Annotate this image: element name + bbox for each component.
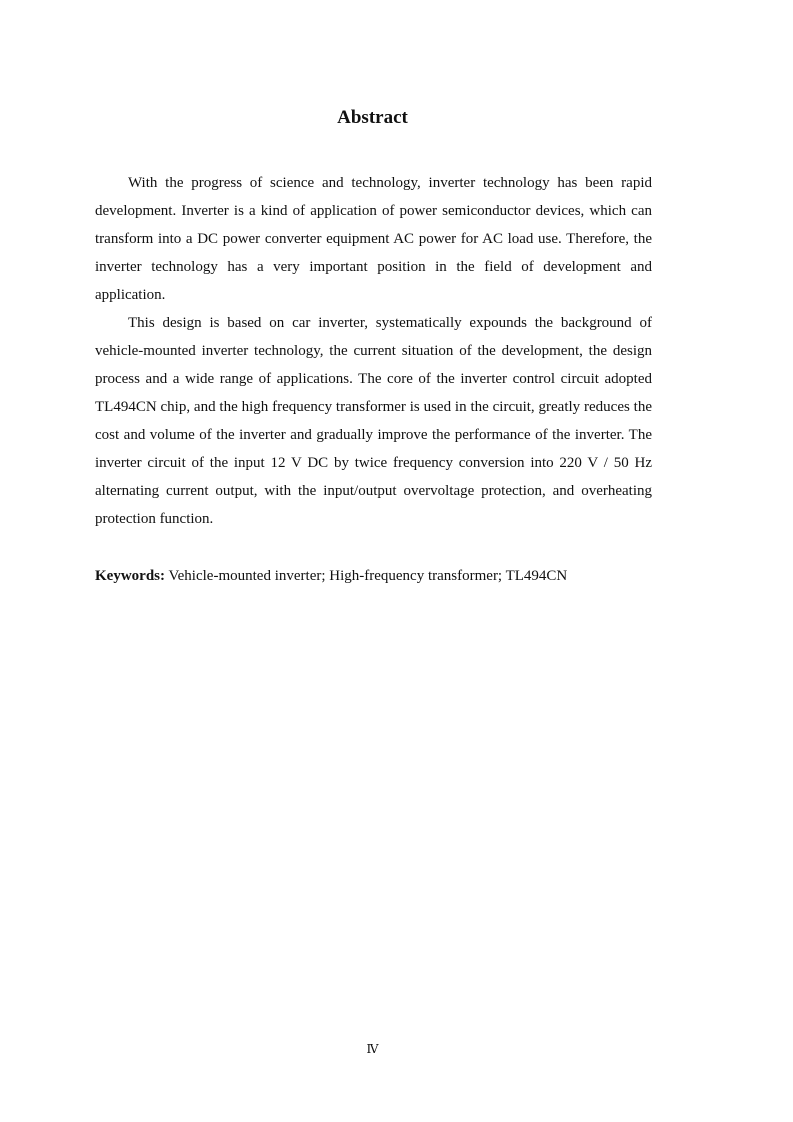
abstract-body xyxy=(95,169,652,533)
abstract-paragraph-1: With the progress of science and technology, inverter technology has been rapid development. Inverter is a kind of application of power semiconductor devices, which can transform into a DC power converter equipment AC power for AC load use. Therefore, the inverter technology has a very important position in the field of development and application. xyxy=(95,175,652,303)
abstract-paragraph-2: This design is based on car inverter, systematically expounds the background of vehicle-mounted inverter technology, the current situation of the development, the design process and a wide range of applications. The core of the inverter control circuit adopted TL494CN chip, and the high frequency transformer is used in the circuit, greatly reduces the cost and volume of the inverter and gradually improve the performance of the inverter. The inverter circuit of the input 12 V DC by twice frequency conversion into 220 V / 50 Hz alternating current output, with the input/output overvoltage protection, and overheating protection function. xyxy=(95,315,652,527)
keywords-label: Keywords: xyxy=(95,568,165,584)
page-title: Abstract xyxy=(337,107,408,128)
keywords-text: Vehicle-mounted inverter; High-frequency transformer; TL494CN xyxy=(168,568,568,584)
keywords-line xyxy=(95,563,652,589)
page-number: Ⅳ xyxy=(366,1042,379,1056)
